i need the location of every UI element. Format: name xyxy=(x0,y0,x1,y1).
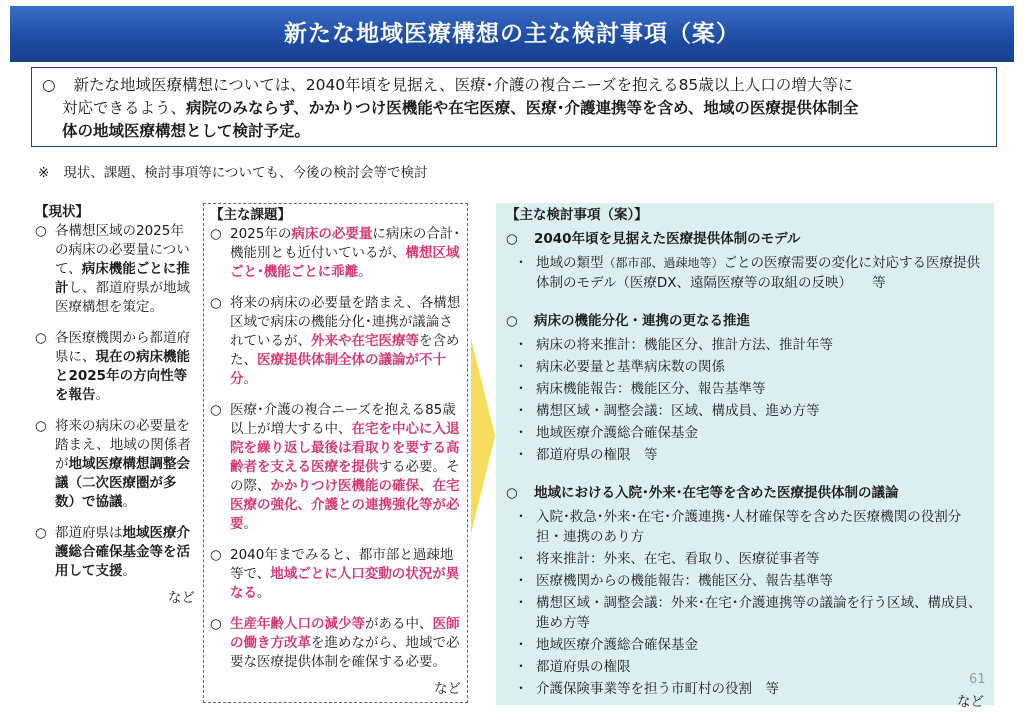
note-mark: ※ xyxy=(38,165,50,181)
list-item: ・ 介護保険事業等を担う市町村の役割 等 xyxy=(514,681,779,697)
section-title: 2040年頃を見据えた医療提供体制のモデル xyxy=(534,231,801,247)
note: ※ 現状、課題、検討事項等についても、今後の検討会等で検討 xyxy=(38,165,428,181)
section-title: 病床の機能分化・連携の更なる推進 xyxy=(534,313,750,329)
current-item: ○ 各構想区域の2025年の病床の必要量について、病床機能ごとに推計し、都道府県が地域医療構想を策定。 xyxy=(35,223,190,315)
section-bed-function: ○ 病床の機能分化・連携の更なる推進 ・ 病床の将来推計：機能区分、推計方法、推計年等 ・ 病床必要量と基準病床数の関係 ・ 病床機能報告：機能区分、報告基準等 ・ 構想区域・調整会議：区域、構成員、進め方等 ・ 地域医療介護総合確保基金 ・ 都道府県の権限 等 xyxy=(506,311,984,465)
issue-item: ○ 医療･介護の複合ニーズを抱える85歳以上が増大する中、在宅を中心に入退院を繰り返し最後は看取りを要する高齢者を支える医療を提供する必要。その際、かかりつけ医機能の確保、在宅医療の強化、介護との連携強化等が必要。 xyxy=(210,402,460,532)
list-item: ・ 地域医療介護総合確保基金 xyxy=(514,637,698,653)
considerations-column xyxy=(496,203,994,705)
intro-box xyxy=(31,67,997,147)
current-status-column xyxy=(35,203,195,608)
considerations-nado: など xyxy=(957,694,984,710)
issues-header: 【主な課題】 xyxy=(210,207,291,223)
section-title: 地域における入院･外来･在宅等を含めた医療提供体制の議論 xyxy=(534,485,899,501)
list-item: ・ 構想区域・調整会議：外来･在宅･介護連携等の議論を行う区域、構成員、進め方等 xyxy=(514,595,982,631)
issues-column xyxy=(203,203,468,703)
list-item: ・ 入院･救急･外来･在宅･介護連携･人材確保等を含めた医療機関の役割分担・連携のあり方 xyxy=(514,509,962,545)
issue-item: ○ 将来の病床の必要量を踏まえ、各構想区域で病床の機能分化･連携が議論されているが、外来や在宅医療等を含めた、医療提供体制全体の議論が不十分。 xyxy=(210,295,461,387)
section-model: ○ 2040年頃を見据えた医療提供体制のモデル ・ 地域の類型（都市部、過疎地等）ごとの医療需要の変化に対応する医療提供体制のモデル（医療DX、遠隔医療等の取組の反映） 等 xyxy=(506,229,984,293)
list-item: ・ 都道府県の権限 xyxy=(514,659,631,675)
list-item: ・ 地域医療介護総合確保基金 xyxy=(514,425,698,441)
arrow-right-icon xyxy=(471,338,495,534)
intro-line-3: 体の地域医療構想として検討予定。 xyxy=(62,122,311,140)
list-item: ・ 病床機能報告：機能区分、報告基準等 xyxy=(514,381,766,397)
current-item: ○ 将来の病床の必要量を踏まえ、地域の関係者が地域医療構想調整会議（二次医療圏が多数）で協議。 xyxy=(35,418,191,510)
list-item: ・ 病床の将来推計：機能区分、推計方法、推計年等 xyxy=(514,337,833,353)
list-item: ・ 将来推計：外来、在宅、看取り、医療従事者等 xyxy=(514,551,820,567)
current-item: ○ 各医療機関から都道府県に、現在の病床機能と2025年の方向性等を報告。 xyxy=(35,330,190,403)
current-nado: など xyxy=(168,590,195,606)
list-item: ・ 都道府県の権限 等 xyxy=(514,447,658,463)
current-item: ○ 都道府県は地域医療介護総合確保基金等を活用して支援。 xyxy=(35,525,190,579)
page-title: 新たな地域医療構想の主な検討事項（案） xyxy=(10,6,1014,62)
intro-line-1: ○ 新たな地域医療構想については、2040年頃を見据え、医療･介護の複合ニーズを抱える85歳以上人口の増大等に xyxy=(42,76,854,94)
issue-item: ○ 生産年齢人口の減少等がある中、医師の働き方改革を進めながら、地域で必要な医療提供体制を確保する必要。 xyxy=(210,616,460,670)
list-item: ・ 病床必要量と基準病床数の関係 xyxy=(514,359,725,375)
list-item: ・ 地域の類型（都市部、過疎地等）ごとの医療需要の変化に対応する医療提供体制のモデル（医療DX、遠隔医療等の取組の反映） 等 xyxy=(514,255,981,291)
circle-icon: ○ xyxy=(42,76,56,94)
list-item: ・ 医療機関からの機能報告：機能区分、報告基準等 xyxy=(514,573,833,589)
issue-item: ○ 2040年までみると、都市部と過疎地等で、地域ごとに人口変動の状況が異なる。 xyxy=(210,547,460,601)
considerations-header: 【主な検討事項（案）】 xyxy=(506,207,648,223)
current-header: 【現状】 xyxy=(35,204,89,220)
issues-nado: など xyxy=(434,681,461,697)
intro-line-2: 対応できるよう、病院のみならず、かかりつけ医機能や在宅医療、医療･介護連携等を含め、地域の医療提供体制全 xyxy=(62,99,859,117)
list-item: ・ 構想区域・調整会議：区域、構成員、進め方等 xyxy=(514,403,820,419)
issue-item: ○ 2025年の病床の必要量に病床の合計･機能別とも近付いているが、構想区域ごと･機能ごとに乖離。 xyxy=(210,226,461,280)
page-number: 61 xyxy=(969,672,986,687)
section-regional-system: ○ 地域における入院･外来･在宅等を含めた医療提供体制の議論 ・ 入院･救急･外来･在宅･介護連携･人材確保等を含めた医療機関の役割分担・連携のあり方 ・ 将来推計：外来、在宅、看取り、医療従事者等 ・ 医療機関からの機能報告：機能区分、報告基準等 ・ 構想区域・調整会議：外来･在宅･介護連携等の議論を行う区域、構成員、進め方等 ・ 地域医療介護総合確保基金 ・ 都道府県の権限 ・ 介護保険事業等を担う市町村の役割 等 xyxy=(506,483,984,699)
